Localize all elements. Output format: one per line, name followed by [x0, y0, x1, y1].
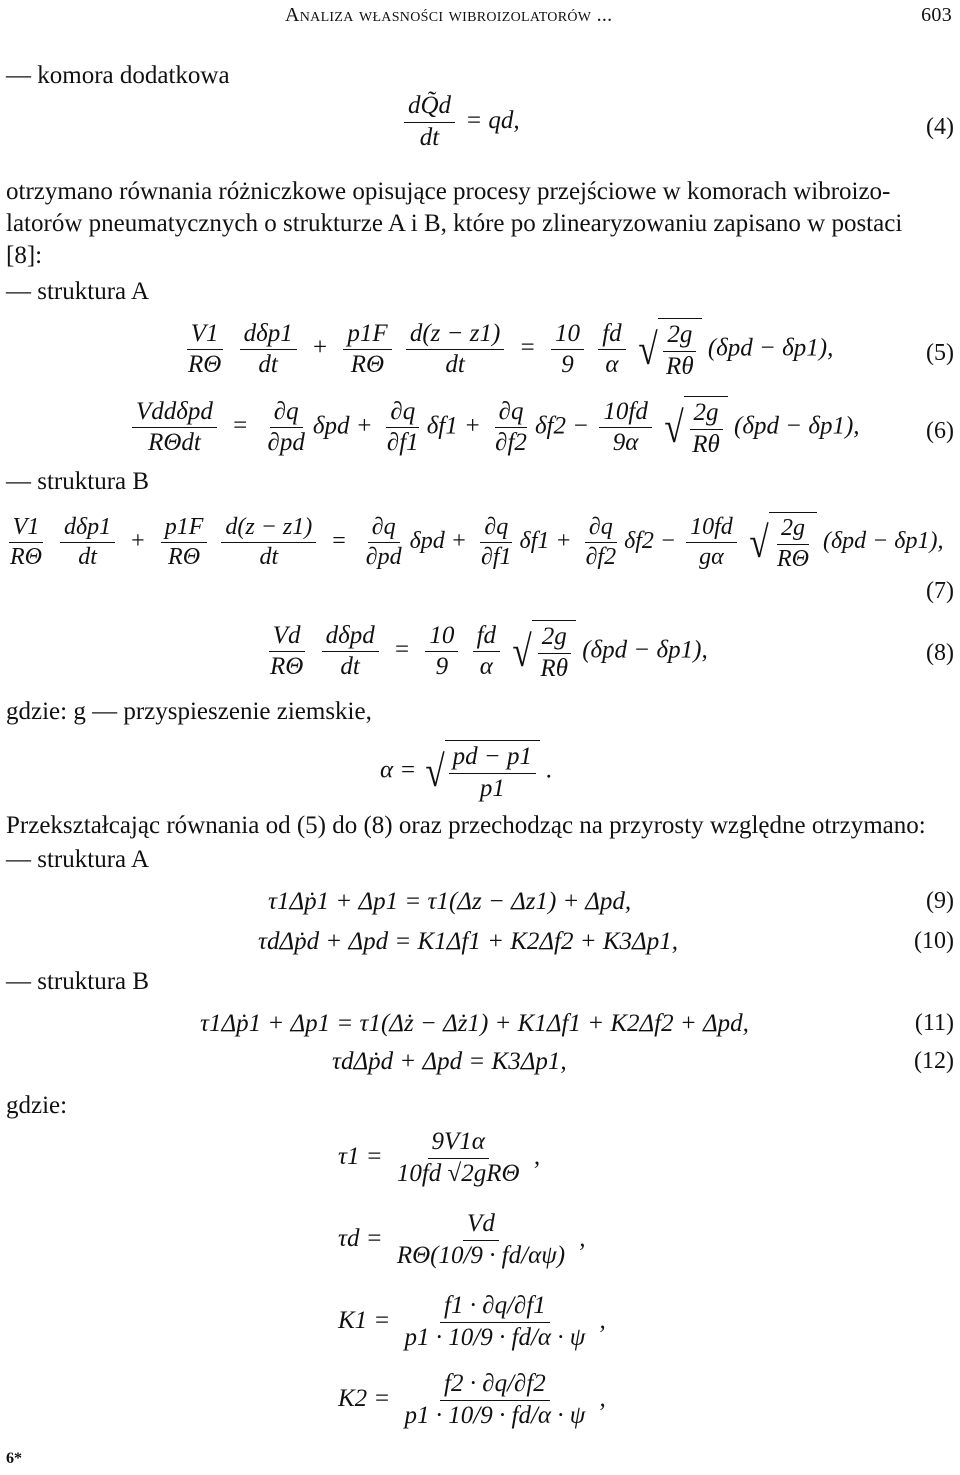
eqno-12: (12)	[914, 1048, 954, 1074]
eqno-10: (10)	[914, 928, 954, 954]
equation-8: $\frac{Vd}{R\Theta}$ $\frac{\text{dδpd}}{dt}$ = $\frac{10}{9}$ $\frac{fd}{\alpha}$ √ $\frac{2g}{R\theta}$ (δpd − δp1),	[270, 621, 708, 682]
eqno-11: (11)	[914, 1010, 954, 1036]
tau1-definition: τ1 = $\frac{9V1\alpha}{\text{10fd √2gRΘ}}$ ,	[338, 1128, 541, 1187]
eqno-9: (9)	[926, 888, 954, 914]
equation-7: $\frac{V1}{R\Theta}$ $\frac{\text{dδp1}}{dt}$ + $\frac{p1F}{R\Theta}$ $\frac{d(z - z1)}{dt}$ = $\frac{\partial q}{\partial pd}$ δpd + $\frac{\partial q}{\partial f1}$ δf1 + $\frac{\partial q}{\partial f2}$ δf2 − $\frac{10fd}{g\alpha}$ √ $\frac{2g}{R\Theta}$ (δpd − δp1),	[10, 513, 944, 572]
signature-mark: 6*	[6, 1450, 22, 1467]
eqno-6: (6)	[926, 418, 954, 444]
equation-12: τdΔṗd + Δpd = K3Δp1,	[332, 1048, 567, 1075]
label-struktura-b2: — struktura B	[6, 968, 150, 995]
equation-9: τ1Δṗ1 + Δp1 = τ1(Δz − Δz1) + Δpd,	[268, 888, 632, 915]
taud-definition: τd = $\frac{Vd}{R\Theta(10/9 \cdot fd/\alpha\psi)}$ ,	[338, 1210, 586, 1269]
k1-definition: K1 = $\frac{f1 \cdot \partial q/\partial f1}{p1 \cdot 10/9 \cdot fd/\alpha \cdot \psi}$ ,	[338, 1292, 606, 1351]
eqno-7: (7)	[926, 578, 954, 604]
para2-line: Przekształcając równania od (5) do (8) oraz przechodząc na przyrosty względne otrzymano:	[6, 812, 926, 839]
eqno-4: (4)	[926, 114, 954, 140]
label-struktura-a2: — struktura A	[6, 846, 150, 873]
eqno-5: (5)	[926, 340, 954, 366]
running-title: Analiza własności wibroizolatorów ...	[285, 4, 613, 26]
page-number: 603	[921, 4, 952, 26]
para1-line3: [8]:	[6, 242, 43, 269]
eqno-8: (8)	[926, 640, 954, 666]
label-gdzie: gdzie:	[6, 1092, 68, 1119]
gdzie-g-line: gdzie: g — przyspieszenie ziemskie,	[6, 698, 372, 725]
equation-6: $\frac{\text{Vddδpd}}{\text{RΘdt}}$ = $\frac{\partial q}{\partial pd}$ δpd + $\frac{\partial q}{\partial f1}$ δf1 + $\frac{\partial q}{\partial f2}$ δf2 − $\frac{10fd}{9\alpha}$ √ $\frac{2g}{R\theta}$ (δpd − δp1),	[128, 396, 860, 460]
equation-10: τdΔṗd + Δpd = K1Δf1 + K2Δf2 + K3Δp1,	[258, 928, 678, 955]
label-struktura-b: — struktura B	[6, 468, 150, 495]
equation-11: τ1Δṗ1 + Δp1 = τ1(Δż − Δż1) + K1Δf1 + K2Δf2 + Δpd,	[200, 1010, 749, 1037]
alpha-definition: α = √ $\frac{pd - p1}{p1}$ .	[380, 740, 553, 804]
para1-line2: latorów pneumatycznych o strukturze A i B, które po zlinearyzowaniu zapisano w postaci	[6, 210, 903, 237]
label-komora: — komora dodatkowa	[6, 62, 230, 89]
para1-line1: otrzymano równania różniczkowe opisujące procesy przejściowe w komorach wibroizo-	[6, 178, 891, 205]
label-struktura-a: — struktura A	[6, 278, 150, 305]
equation-4: $\frac{dQ̃d}{dt}$ = qd,	[400, 92, 520, 153]
equation-5: $\frac{V1}{R\Theta}$ $\frac{\text{dδp1}}{dt}$ + $\frac{p1F}{R\Theta}$ $\frac{d(z - z1)}{dt}$ = $\frac{10}{9}$ $\frac{fd}{\alpha}$ √ $\frac{2g}{R\theta}$ (δpd − δp1),	[188, 319, 834, 380]
k2-definition: K2 = $\frac{f2 \cdot \partial q/\partial f2}{p1 \cdot 10/9 \cdot fd/\alpha \cdot \psi}$ ,	[338, 1370, 606, 1429]
